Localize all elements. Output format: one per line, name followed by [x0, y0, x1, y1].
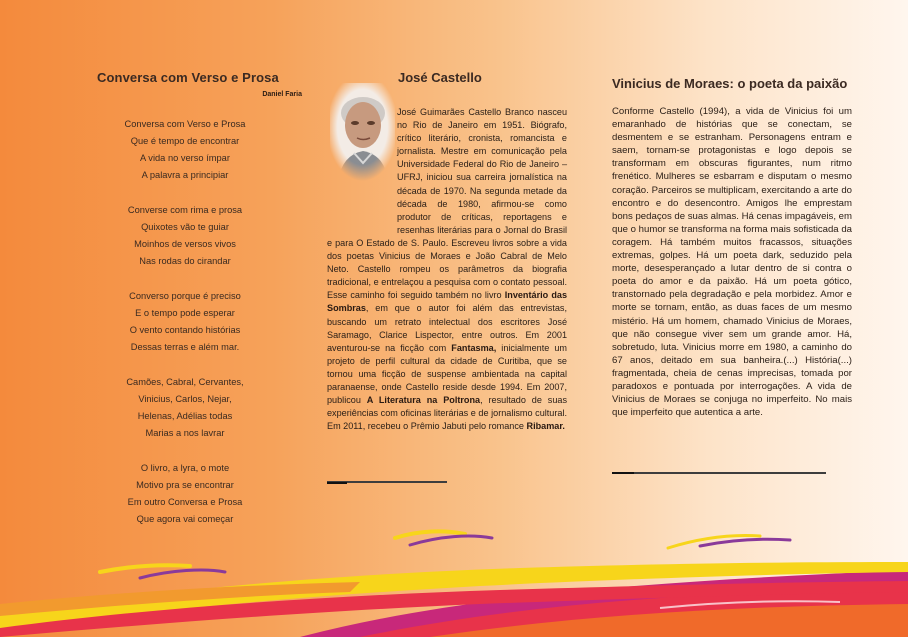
bio-text-part: inicialmente um projeto de perfil cultural da cidade de Curitiba, que se tornou uma ficção de suspense ambientada na capital paranaense, onde Castello reside desde 1994. Em 2007, publicou: [327, 342, 567, 406]
poem-stanza: [97, 288, 273, 356]
poem-column: [97, 70, 302, 528]
bio-title: José Castello: [398, 70, 482, 85]
poem-line: Moinhos de versos vivos: [134, 239, 236, 249]
bio-text-part: José Guimarães Castello Branco nasceu no Rio de Janeiro em 1951. Biógrafo, crítico literário, cronista, romancista e jornalista. Mestre em comunicação pela Universidade Federal do Rio de Janeiro – UFRJ, iniciou sua carreira jornalística na década de 1970. Na segunda metade da década de 1980, afirmou-se como produtor de críticas, reportagens e resenhas literárias para o Jornal do Brasil e para O Estado de S. Paulo. Escreveu livros sobre a vida dos poetas Vinicius de Moraes e João Cabral de Melo Neto. Castello rompeu os parâmetros da biografia tradicional, e entrelaçou a pesquisa com o contato pessoal. Esse caminho foi seguido também no livro: [327, 107, 567, 301]
poem-line: Helenas, Adélias todas: [137, 411, 233, 421]
poem-stanza: [97, 374, 273, 442]
poem-line: A palavra a principiar: [141, 170, 229, 180]
poem-line: Converse com rima e prosa: [127, 205, 243, 215]
poem-line: Dessas terras e além mar.: [130, 342, 240, 352]
poem-author: Daniel Faria: [262, 91, 302, 98]
article-title: Vinicius de Moraes: o poeta da paixão: [612, 76, 848, 91]
author-portrait: [330, 83, 395, 181]
poem-line: O livro, a lyra, o mote: [140, 463, 230, 473]
book-title: Ribamar.: [526, 421, 565, 432]
article-body: Conforme Castello (1994), a vida de Vinicius foi um emaranhado de histórias que se conectam, se desmentem e se estranham. Personagens entram e saem, tornam-se protagonistas e logo depois se transformam em obscuras figurantes, num ritmo frenético. Mulheres se esbarram e disputam o mesmo coração. Parceiros se multiplicam, exercitando a arte do encontro e do desencontro. Amigos lhe emprestam bons pedaços de suas almas. Há cenas impagáveis, em que o humor se transforma na forma mais sofisticada da coragem. Há também muitos fracassos, situações extremas, golpes. Há um poeta dark, seduzido pela morte, desesperançado a lutar dentro de si contra o poeta do amor e da paixão. Há um poeta gótico, transtornado pela degradação e pela morbidez. Amor e morte se tornam, então, as duas faces de um mesmo mistério. Há um homem, chamado Vinicius de Moraes, que não consegue viver sem um grande amor. Há, sobretudo, luta. Vinicius morre em 1980, a caminho do 67 anos, deitado em sua banheira.(...) História(...) fragmentada, cheia de cenas imprecisas, tomada por paradoxos e pontuada por interrogações. A vida de Vinicius de Moraes se conjuga no imperfeito. No mais que imperfeito que autentica a arte.: [612, 106, 852, 419]
poem-line: Marias a nos lavrar: [145, 428, 225, 438]
poem-line: Motivo pra se encontrar: [136, 480, 234, 490]
poem-line: Camões, Cabral, Cervantes,: [126, 377, 244, 387]
poem-line: Conversa com Verso e Prosa: [124, 119, 246, 129]
poem-title: Conversa com Verso e Prosa: [97, 70, 279, 85]
poem-stanza: [97, 460, 273, 528]
bio-text-part: , em que o autor foi além das entrevistas, buscando um retrato intelectual dos escritores José Saramago, Clarice Lispector, entre outros. Em 2001 aventurou-se na ficção com: [327, 303, 567, 353]
section-divider: [612, 472, 826, 474]
poem-line: Que agora vai começar: [136, 514, 234, 524]
book-title: A Literatura na Poltrona: [366, 395, 481, 406]
article-column: [612, 76, 852, 419]
poem-line: Que é tempo de encontrar: [130, 136, 240, 146]
poem-line: O vento contando histórias: [129, 325, 241, 335]
poem-stanza: [97, 116, 273, 184]
poem-stanza: [97, 202, 273, 270]
poem-line: Converso porque é preciso: [129, 291, 241, 301]
section-divider-accent: [327, 482, 347, 484]
poem-line: A vida no verso ímpar: [140, 153, 230, 163]
bio-text-part: , resultado de suas experiências com oficinas literárias e de jornalismo cultural. Em 2011, recebeu o Prêmio Jabuti pelo romance: [327, 395, 568, 432]
poem-line: Vinicius, Carlos, Nejar,: [138, 394, 232, 404]
poem-line: Nas rodas do cirandar: [139, 256, 231, 266]
poem-line: E o tempo pode esperar: [135, 308, 235, 318]
section-divider-accent: [612, 472, 634, 474]
book-title: Fantasma,: [451, 342, 497, 353]
poem-line: Em outro Conversa e Prosa: [127, 497, 243, 507]
poem-line: Quixotes vão te guiar: [141, 222, 229, 232]
book-title: Inventário das Sombras: [327, 290, 568, 314]
biography-column: [327, 70, 568, 432]
